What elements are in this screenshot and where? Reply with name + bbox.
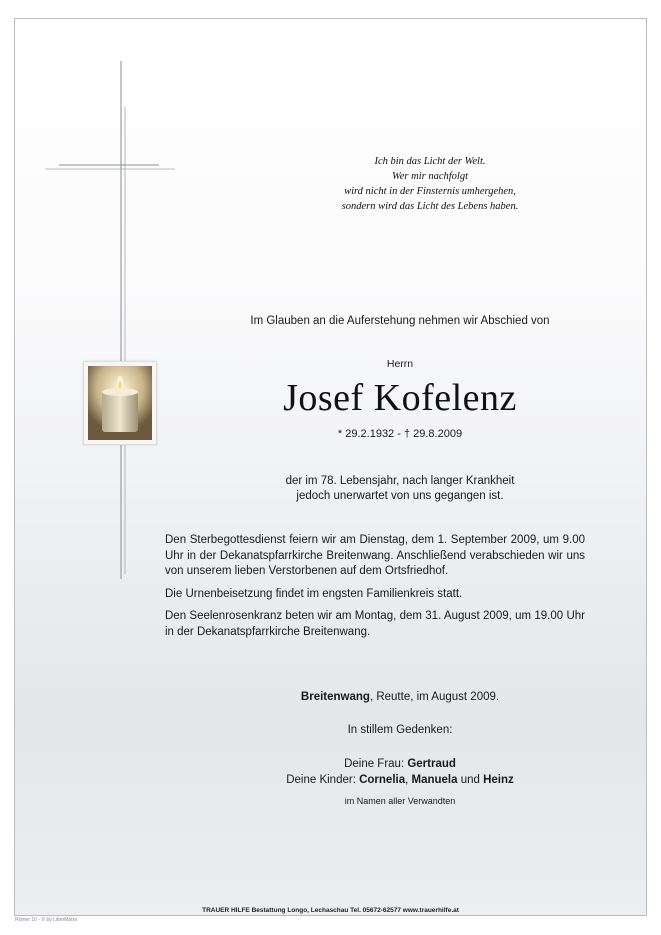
wife-name: Gertraud: [407, 758, 456, 770]
quote-line: Wer mir nachfolgt: [391, 171, 469, 182]
wife-label: Deine Frau:: [344, 758, 408, 770]
quote-line: sondern wird das Licht des Lebens haben.: [341, 201, 519, 212]
wife-line: [165, 757, 635, 773]
intro-text: Im Glauben an die Auferstehung nehmen wir Abschied von: [250, 315, 550, 327]
place-name: Breitenwang: [300, 691, 370, 703]
child-name: Cornelia: [359, 773, 406, 786]
relatives-note: im Namen aller Verwandten: [344, 796, 456, 806]
candle-icon: [88, 366, 152, 440]
rosary-paragraph: Den Seelenrosenkranz beten wir am Montag, dem 31. August 2009, um 19.00 Uhr in der Dekanatspfarrkirche Breitenwang.: [165, 610, 585, 638]
bible-quote: [315, 154, 545, 214]
obituary-card: [14, 18, 647, 916]
funeral-home-footer: TRAUER HILFE Bestattung Longo, Lechaschau Tel. 05672-62577 www.trauerhilfe.at: [202, 907, 459, 914]
family-list: [165, 757, 635, 788]
deceased-name: Josef Kofelenz: [283, 377, 517, 419]
age-line: jedoch unerwartet von uns gegangen ist.: [296, 490, 504, 502]
separator: ,: [405, 773, 412, 786]
place-date: [165, 691, 635, 703]
funeral-mass-paragraph: Den Sterbegottesdienst feiern wir am Dienstag, dem 1. September 2009, um 9.00 Uhr in der Dekanatspfarrkirche Breitenwang. Anschließend verabschieden wir uns von unserem lieben Verstorbenen auf dem Ortsfriedhof.: [165, 534, 585, 577]
candle-image: [83, 361, 157, 445]
quote-line: wird nicht in der Finsternis umhergehen,: [344, 186, 516, 197]
children-line: [165, 773, 635, 789]
children-label: Deine Kinder:: [286, 773, 360, 786]
service-details: [165, 533, 585, 647]
quote-line: Ich bin das Licht der Welt.: [374, 156, 486, 167]
life-dates: * 29.2.1932 - † 29.8.2009: [337, 428, 463, 440]
child-name: Heinz: [483, 773, 514, 786]
salutation: Herrn: [386, 358, 414, 370]
separator: und: [457, 773, 484, 786]
copyright-note: Römer 10 - © by LitterMatra: [15, 917, 78, 923]
remembrance-heading: In stillem Gedenken:: [347, 724, 453, 736]
child-name: Manuela: [411, 773, 458, 786]
urn-burial-paragraph: Die Urnenbeisetzung findet im engsten Familienkreis statt.: [165, 587, 463, 600]
age-line: der im 78. Lebensjahr, nach langer Krankheit: [285, 475, 515, 487]
age-statement: [165, 474, 635, 504]
place-date-rest: , Reutte, im August 2009.: [369, 691, 500, 703]
